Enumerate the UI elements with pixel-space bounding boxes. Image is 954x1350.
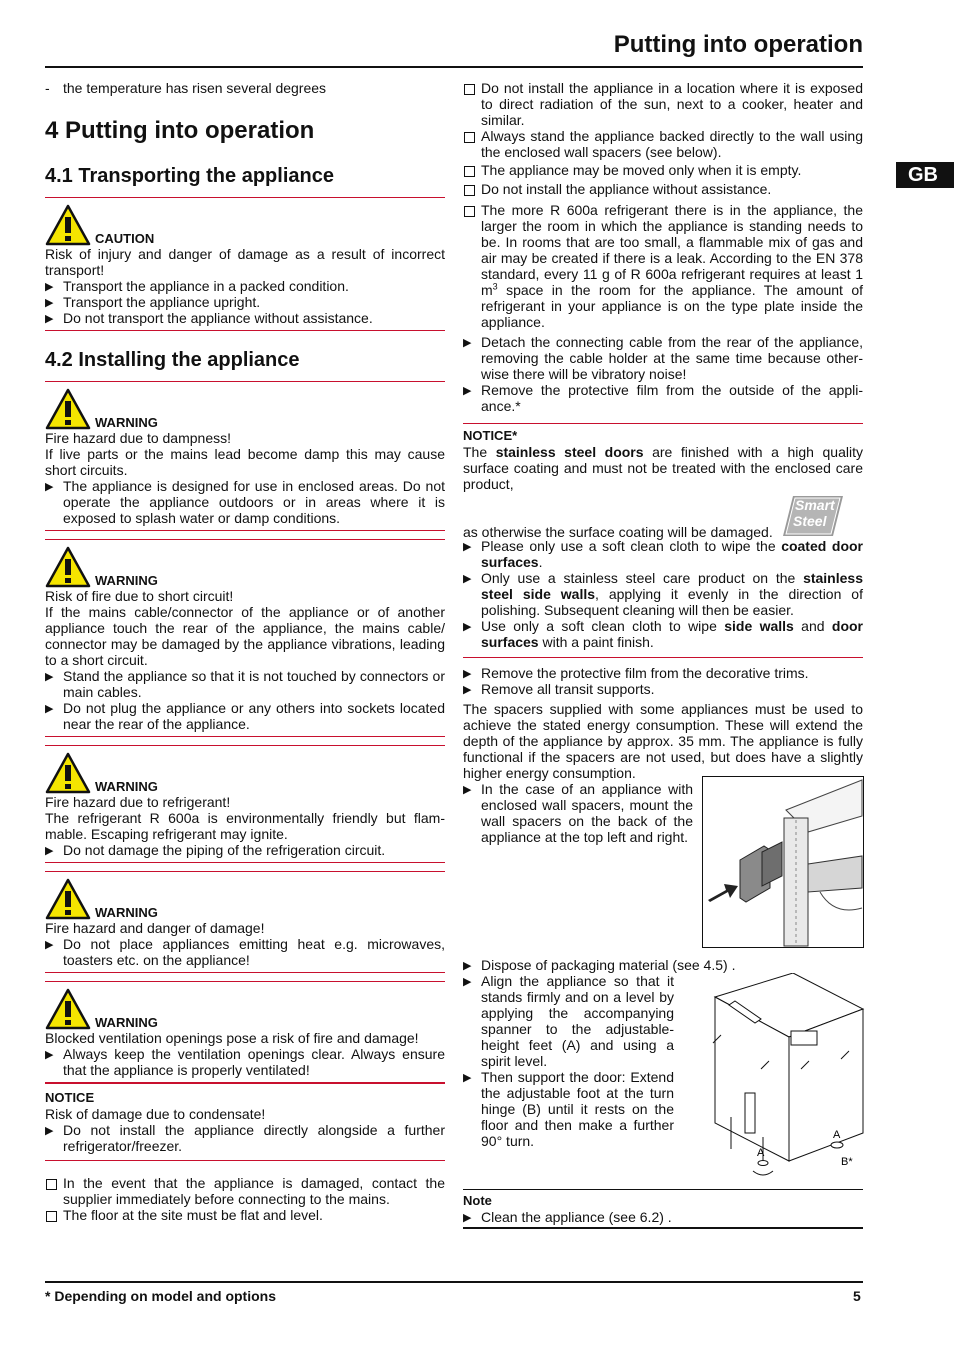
warning-box-dampness xyxy=(45,381,445,531)
checklist-item: Do not install the appliance without assistance. xyxy=(463,181,863,197)
warning-box-refrigerant xyxy=(45,745,445,863)
language-badge: GB xyxy=(896,162,954,188)
instruction-item: ▶ Remove all transit supports. xyxy=(463,681,863,697)
caution-item: ▶ Do not transport the appliance without assistance. xyxy=(45,310,445,326)
warning-triangle-icon xyxy=(45,878,91,920)
warning-label: WARNING xyxy=(95,415,158,430)
checklist-item-refrigerant xyxy=(463,202,863,330)
section-title-install: 4.2 Installing the appliance xyxy=(45,349,300,371)
warning-label: WARNING xyxy=(95,573,158,588)
superscript: 3 xyxy=(492,281,498,292)
checklist-item: In the event that the appliance is damaged, contact the supplier immediately before connecting to the mains. xyxy=(45,1175,445,1207)
warning-item: ▶ Do not place appliances emitting heat e.g. microwaves, toasters etc. on the appliance! xyxy=(45,936,445,968)
warning-label: WARNING xyxy=(95,1015,158,1030)
section-title-transport: 4.1 Transporting the appliance xyxy=(45,165,334,187)
warning-box-heat xyxy=(45,871,445,973)
instruction-item: ▶ In the case of an appliance with enclosed wall spacers, mount the wall spacers on the back of the appliance at the top left and right. xyxy=(463,781,693,845)
notice-item: ▶ Do not install the appliance directly alongside a further refrigerator/freezer. xyxy=(45,1122,445,1154)
instruction-item: ▶ Detach the connecting cable from the rear of the appliance, removing the cable holder at the same time because other-wise there will be vibratory noise! xyxy=(463,334,863,382)
smart-steel-logo: Smart Steel xyxy=(781,494,843,536)
spacers-text: The spacers supplied with some appliances must be used to achieve the stated energy consumption. These will extend the depth of the appliance by approx. 35 mm. The appliance is fully functional if the spacers are not used, but does have a slightly higher energy consumption. xyxy=(463,701,863,781)
warning-line: If the mains cable/connector of the appliance or of another appliance touch the rear of the appliance, the mains cable/ connector may be damaged by the appliance vibrations, leading to a short circuit. xyxy=(45,604,445,668)
instruction-item: ▶ Dispose of packaging material (see 4.5) . xyxy=(463,957,863,973)
warning-item: ▶ Do not damage the piping of the refrigeration circuit. xyxy=(45,842,445,858)
refrigerant-text: The more R 600a refrigerant there is in the appliance, the larger the room in which the appliance is standing needs to be. In rooms that are too small, a flammable mix of gas and air may be created if there is a leak. According to the EN 378 standard, every 11 g of R 600a refrigerant requires at least 1 m xyxy=(481,202,863,298)
warning-item: ▶ Always keep the ventilation openings clear. Always ensure that the appliance is properly ventilated! xyxy=(45,1046,445,1078)
warning-item: ▶ The appliance is designed for use in enclosed areas. Do not operate the appliance outdoors or in areas where it is exposed to splash water or damp conditions. xyxy=(45,478,445,526)
intro-text: the temperature has risen several degrees xyxy=(63,80,327,96)
wall-spacer-illustration xyxy=(702,776,864,948)
notice-text: as otherwise the surface coating will be damaged. xyxy=(463,524,773,540)
instruction-item: ▶ Align the appliance so that it stands firmly and on a level by applying the accompanying spanner to the adjustable-height feet (A) and using a spirit level. xyxy=(463,973,674,1069)
warning-box-ventilation xyxy=(45,981,445,1083)
checklist-item: Do not install the appliance in a location where it is exposed to direct radiation of the sun, next to a cooker, heater and similar. xyxy=(463,80,863,128)
instruction-item: ▶ Only use a stainless steel care product on the stainless steel side walls, applying it evenly in the direction of polishing. Subsequent cleaning will then be easier. xyxy=(463,570,863,618)
dash-bullet: - xyxy=(45,80,50,96)
notice-text: Risk of damage due to condensate! xyxy=(45,1106,266,1122)
warning-box-short-circuit xyxy=(45,539,445,737)
checklist-item: Always stand the appliance backed directly to the wall using the enclosed wall spacers (see below). xyxy=(463,128,863,160)
caution-text: Risk of injury and danger of damage as a result of incorrect transport! xyxy=(45,246,445,278)
refrigerant-text: space in the room for the appliance. The amount of refrigerant in your appliance is on the type plate inside the appliance. xyxy=(481,282,863,330)
instruction-item: ▶ Then support the door: Extend the adjustable foot at the turn hinge (B) until it rests on the floor and then make a further 90° turn. xyxy=(463,1069,674,1149)
right-column xyxy=(463,80,863,1229)
checklist-item: The appliance may be moved only when it is empty. xyxy=(463,162,863,178)
header-rule xyxy=(45,66,863,68)
warning-line: If live parts or the mains lead become damp this may cause short circuits. xyxy=(45,446,445,478)
footer-rule xyxy=(45,1281,863,1283)
label-a: A xyxy=(833,1129,841,1141)
warning-line: Fire hazard and danger of damage! xyxy=(45,920,265,936)
note-item: ▶ Clean the appliance (see 6.2) . xyxy=(463,1209,863,1225)
left-column xyxy=(45,80,445,1223)
warning-triangle-icon xyxy=(45,546,91,588)
chapter-title: 4 Putting into operation xyxy=(45,117,315,144)
warning-triangle-icon xyxy=(45,752,91,794)
instruction-item: ▶ Remove the protective film from the outside of the appli-ance.* xyxy=(463,382,863,414)
notice-text: The stainless steel doors are finished with a high quality surface coating and must not be treated with the enclosed care product, xyxy=(463,444,863,492)
warning-line: The refrigerant R 600a is environmentally friendly but flam-mable. Escaping refrigerant may ignite. xyxy=(45,810,445,842)
page-title: Putting into operation xyxy=(613,31,863,58)
warning-label: WARNING xyxy=(95,779,158,794)
warning-item: ▶ Do not plug the appliance or any others into sockets located near the rear of the appliance. xyxy=(45,700,445,732)
notice-box-stainless xyxy=(463,423,863,650)
caution-label: CAUTION xyxy=(95,231,155,246)
notice-label: NOTICE* xyxy=(463,428,518,443)
intro-item xyxy=(45,80,445,96)
note-label: Note xyxy=(463,1193,492,1208)
warning-triangle-icon xyxy=(45,204,91,246)
warning-line: Risk of fire due to short circuit! xyxy=(45,588,234,604)
instruction-item: ▶ Please only use a soft clean cloth to wipe the coated door surfaces. xyxy=(463,538,863,570)
instruction-item: ▶ Use only a soft clean cloth to wipe side walls and door surfaces with a paint finish. xyxy=(463,618,863,650)
caution-item: ▶ Transport the appliance in a packed condition. xyxy=(45,278,445,294)
notice-label: NOTICE xyxy=(45,1090,95,1105)
warning-line: Blocked ventilation openings pose a risk of fire and damage! xyxy=(45,1030,419,1046)
warning-item: ▶ Stand the appliance so that it is not touched by connectors or main cables. xyxy=(45,668,445,700)
caution-item: ▶ Transport the appliance upright. xyxy=(45,294,445,310)
checklist-item: The floor at the site must be flat and level. xyxy=(45,1207,445,1223)
leveling-illustration xyxy=(701,973,865,1179)
warning-triangle-icon xyxy=(45,388,91,430)
warning-line: Fire hazard due to dampness! xyxy=(45,430,231,446)
note-box xyxy=(463,1189,863,1229)
caution-box xyxy=(45,197,445,331)
warning-triangle-icon xyxy=(45,988,91,1030)
label-b: B* xyxy=(841,1156,853,1168)
notice-box-condensate xyxy=(45,1083,445,1161)
page-number: 5 xyxy=(853,1288,861,1304)
label-a: A xyxy=(757,1147,765,1159)
instruction-item: ▶ Remove the protective film from the decorative trims. xyxy=(463,665,863,681)
warning-line: Fire hazard due to refrigerant! xyxy=(45,794,231,810)
warning-label: WARNING xyxy=(95,905,158,920)
footer-note: * Depending on model and options xyxy=(45,1288,276,1304)
